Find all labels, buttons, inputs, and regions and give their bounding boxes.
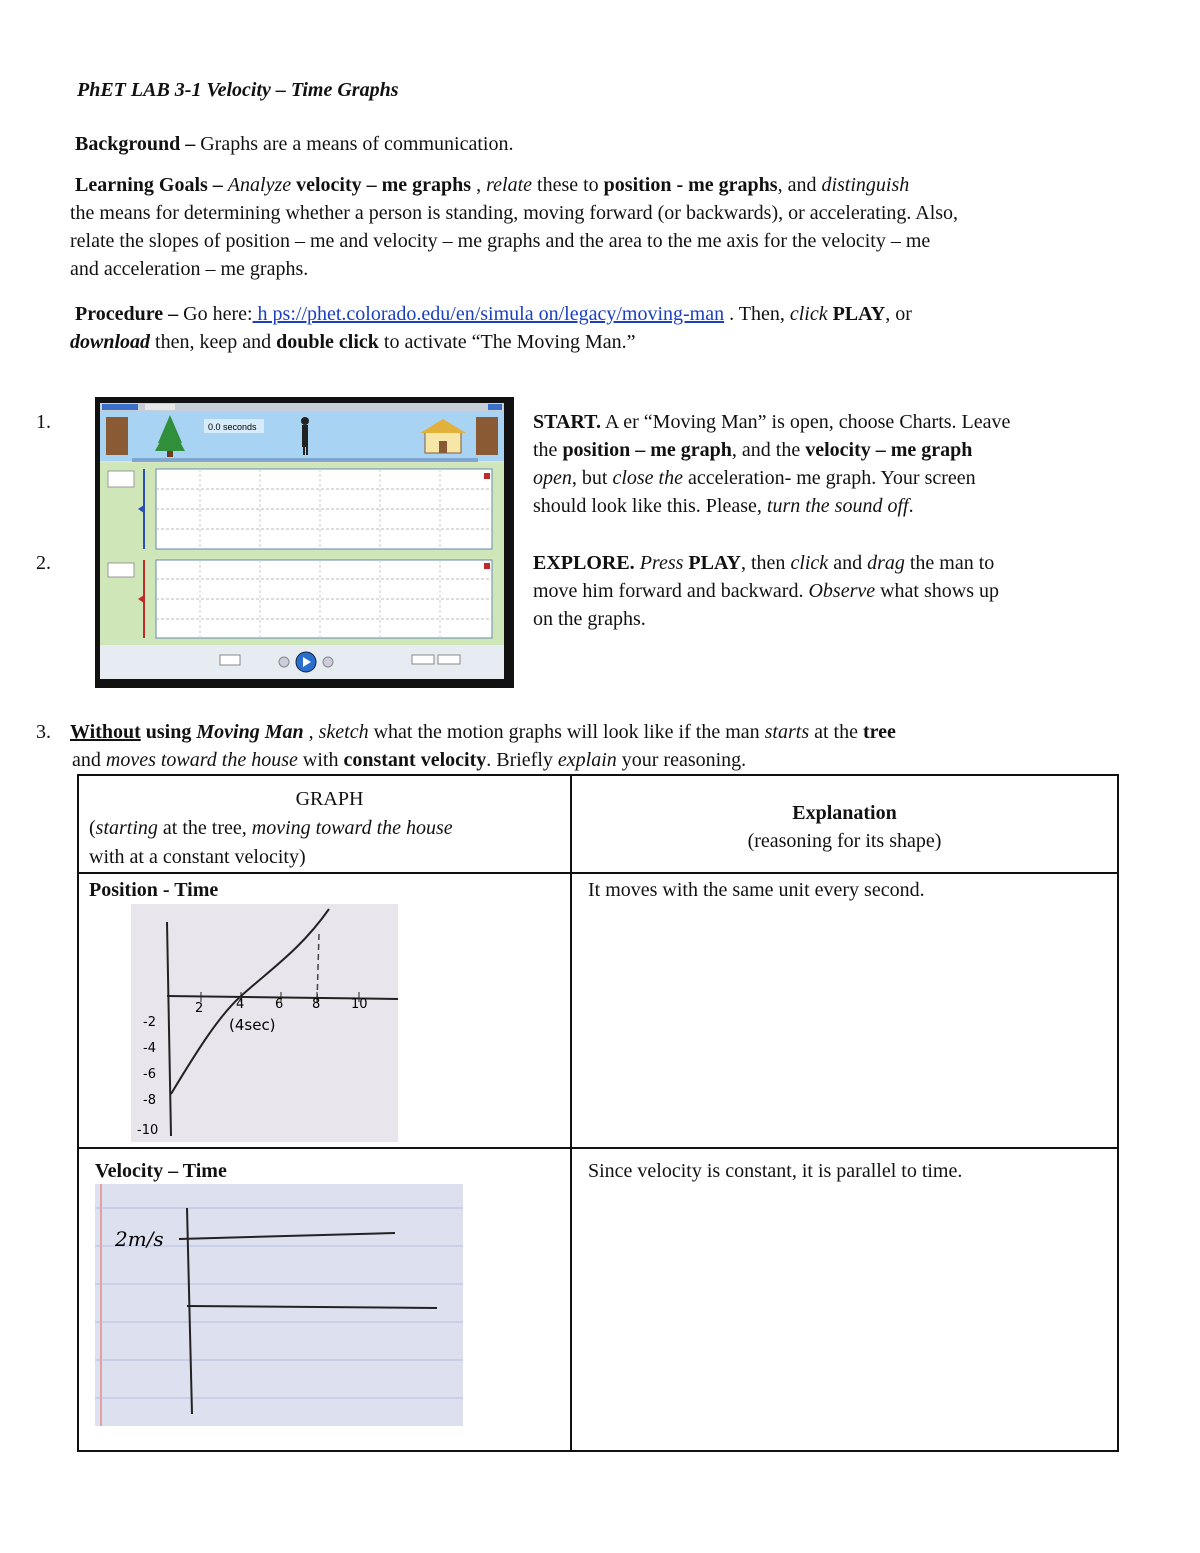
click-word: click	[789, 303, 828, 325]
double-click-word: double click	[276, 331, 379, 353]
step1-line-2	[533, 436, 972, 464]
x-tick-10: 10	[351, 997, 368, 1012]
moving-man-sim-drawing	[100, 403, 504, 679]
position-time-explanation: It moves with the same unit every second.	[588, 879, 925, 901]
step3-line-2	[72, 746, 746, 774]
step2-shows: what shows up	[875, 580, 999, 602]
header-graph-cell	[78, 775, 571, 873]
y-tick-neg2: -2	[143, 1015, 156, 1030]
step1-line-3	[533, 464, 976, 492]
graph-table	[77, 774, 1119, 1452]
velocity-label-2ms: 2m/s	[115, 1227, 164, 1251]
time-note: (4sec)	[229, 1016, 276, 1034]
learning-goals-line-3: relate the slopes of position – me and velocity – me graphs and the area to the me axis for the velocity – me	[70, 230, 931, 252]
step2-move: move him forward and backward.	[533, 580, 804, 602]
step2-line-2	[533, 577, 999, 605]
velocity-time-sketch-drawing	[95, 1184, 463, 1426]
step1-pt: position – me graph	[562, 439, 732, 461]
step2-then: , then	[741, 552, 786, 574]
position-time-sketch-drawing	[131, 904, 398, 1142]
step3-explain: explain	[557, 749, 617, 771]
y-tick-neg6: -6	[143, 1067, 156, 1082]
x-tick-8: 8	[312, 997, 321, 1012]
or-word: , or	[885, 303, 912, 325]
y-tick-neg4: -4	[143, 1041, 156, 1056]
velocity-time-explanation: Since velocity is constant, it is parallel to time.	[588, 1160, 963, 1182]
step3-constant: constant velocity	[343, 749, 487, 771]
step2-drag: drag	[867, 552, 905, 574]
step2-line-3: on the graphs.	[533, 608, 646, 630]
position-time-label: Position - Time	[89, 879, 219, 901]
step2-line-1	[533, 549, 994, 577]
pt-term: position - me graphs	[603, 174, 778, 196]
step3-and: and	[72, 749, 101, 771]
page-title: PhET LAB 3-1 Velocity – Time Graphs	[77, 79, 399, 101]
step3-reasoning: your reasoning.	[621, 749, 747, 771]
hg-starting: starting	[95, 817, 158, 839]
position-time-sketch	[131, 904, 398, 1142]
then-word: . Then,	[724, 303, 785, 325]
play-word: PLAY	[832, 303, 886, 325]
background-text: Graphs are a means of communication.	[200, 133, 514, 155]
header-graph-line-2	[89, 814, 570, 843]
learning-goals-line-4: and acceleration – me graphs.	[70, 258, 309, 280]
y-tick-neg8: -8	[143, 1093, 156, 1108]
procedure-label: Procedure –	[75, 303, 179, 325]
header-explanation-cell	[571, 775, 1118, 873]
step1-vt: velocity – me graph	[805, 439, 973, 461]
learning-goals-line-2: the means for determining whether a person is standing, moving forward (or backwards), or accelerating. Also,	[70, 202, 959, 224]
step1-accel: acceleration- me graph. Your screen	[682, 467, 976, 489]
step1-sound: turn the sound off	[766, 495, 909, 517]
hg-paren: (	[89, 817, 96, 839]
x-tick-4: 4	[236, 997, 245, 1012]
sim-time-readout: 0.0 seconds	[208, 422, 257, 432]
step2-play: PLAY	[688, 552, 741, 574]
moving-man-screenshot	[95, 397, 514, 688]
hg-moving: moving toward the house	[251, 817, 453, 839]
step2-click: click	[790, 552, 829, 574]
step1-line-4	[533, 492, 914, 520]
analyze-word: Analyze	[227, 174, 292, 196]
step1-but: , but	[571, 467, 608, 489]
vt-term: velocity – me graphs	[296, 174, 472, 196]
simulation-link[interactable]: h ps://phet.colorado.edu/en/simula on/legacy/moving-man	[252, 303, 725, 325]
header-explanation-sub: (reasoning for its shape)	[747, 830, 942, 852]
position-time-cell	[78, 873, 571, 1148]
header-graph-title: GRAPH	[295, 788, 364, 810]
step-number-1: 1.	[36, 411, 51, 433]
step2-and: and	[833, 552, 863, 574]
procedure-line-2	[70, 328, 636, 356]
step3-what: what the motion graphs will look like if the man	[373, 721, 760, 743]
step3-sketch: sketch	[318, 721, 369, 743]
x-tick-6: 6	[275, 997, 284, 1012]
position-time-explanation-cell	[571, 873, 1118, 1148]
and-word: , and	[777, 174, 817, 196]
step1-close: close the	[612, 467, 683, 489]
learning-goals-label: Learning Goals –	[75, 174, 223, 196]
step1-should: should look like this. Please,	[533, 495, 762, 517]
step2-rest: the man to	[909, 552, 995, 574]
y-tick-neg10: -10	[137, 1123, 159, 1138]
step3-moves: moves toward the house	[105, 749, 298, 771]
relate-word: relate	[486, 174, 533, 196]
background-line	[75, 130, 513, 158]
step2-observe: Observe	[808, 580, 876, 602]
velocity-time-cell	[78, 1148, 571, 1451]
step2-press: Press	[639, 552, 684, 574]
procedure-line-1	[75, 300, 912, 328]
velocity-time-sketch	[95, 1184, 463, 1426]
header-graph-line-3: with at a constant velocity)	[89, 846, 306, 868]
activate-text: to activate “The Moving Man.”	[383, 331, 636, 353]
velocity-time-label: Velocity – Time	[95, 1160, 227, 1182]
x-tick-2: 2	[195, 1001, 204, 1016]
step3-without: Without	[70, 721, 141, 743]
download-word: download	[70, 331, 151, 353]
step1-line-1	[533, 408, 1010, 436]
these-to: these to	[537, 174, 599, 196]
procedure-rest: then, keep and	[155, 331, 272, 353]
step3-line-1	[70, 718, 896, 746]
step3-atthe: at the	[814, 721, 858, 743]
step1-open: open	[533, 467, 572, 489]
step3-starts: starts	[764, 721, 810, 743]
step3-with: with	[302, 749, 339, 771]
step2-label: EXPLORE.	[533, 552, 635, 574]
velocity-time-explanation-cell	[571, 1148, 1118, 1451]
distinguish-word: distinguish	[821, 174, 910, 196]
step3-moving-man: Moving Man	[196, 721, 304, 743]
step1-period: .	[908, 495, 914, 517]
step3-comma: ,	[308, 721, 314, 743]
step1-the: the	[533, 439, 558, 461]
step3-tree: tree	[862, 721, 896, 743]
step3-briefly: . Briefly	[486, 749, 553, 771]
header-explanation-title: Explanation	[792, 802, 897, 824]
step1-and: , and the	[731, 439, 801, 461]
step-number-2: 2.	[36, 552, 51, 574]
step3-using: using	[145, 721, 192, 743]
learning-goals-line-1: Learning Goals – Analyze velocity – me graphs , relate these to position - me graphs, and distinguish	[75, 174, 910, 196]
step1-label: START.	[533, 411, 602, 433]
step1-text-1: A er “Moving Man” is open, choose Charts. Leave	[601, 411, 1011, 433]
go-here: Go here:	[183, 303, 253, 325]
background-label: Background –	[75, 133, 196, 155]
step-number-3: 3.	[36, 721, 51, 743]
hg-tree: at the tree,	[157, 817, 247, 839]
